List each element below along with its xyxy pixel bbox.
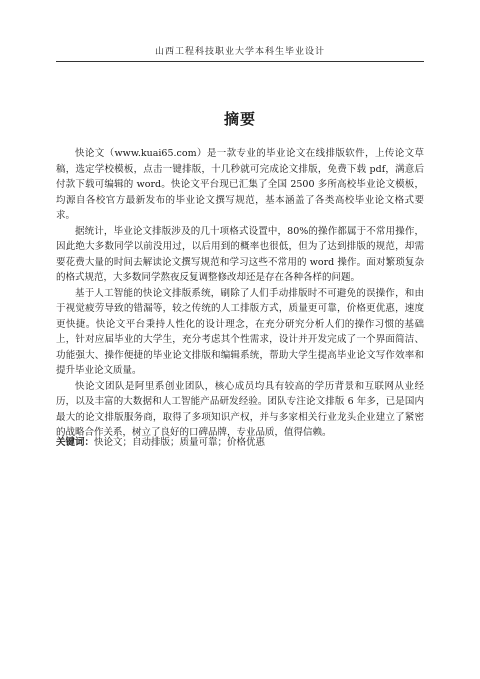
abstract-body xyxy=(56,146,424,441)
abstract-paragraph: 据统计，毕业论文排版涉及的几十项格式设置中，80%的操作都属于不常用操作，因此绝大多数同学以前没用过，以后用到的概率也很低，但为了达到排版的规范，却需要花费大量的时间去解读论文撰写规范和学习这些不常用的 word 操作。面对繁琐复杂的格式规范，大多数同学熬夜反复调整修改却还是存在各种各样的问题。 xyxy=(56,225,424,283)
keywords-text: 快论文；自动排版；质量可靠；价格优惠 xyxy=(94,437,266,448)
abstract-paragraph: 基于人工智能的快论文排版系统，刷除了人们手动排版时不可避免的误操作，和由于视觉疲劳导致的错漏等，较之传统的人工排版方式，质量更可靠，价格更优惠，速度更快捷。快论文平台秉持人性化的设计理念，在充分研究分析人们的操作习惯的基础上，针对应届毕业的大学生，充分考虑其个性需求，设计并开发完成了一个界面简洁、功能强大、操作便捷的毕业论文排版和编辑系统，帮助大学生提高毕业论文写作效率和提升毕业论文质量。 xyxy=(56,287,424,376)
abstract-paragraph: 快论文团队是阿里系创业团队，核心成员均具有较高的学历背景和互联网从业经历，以及丰富的大数据和人工智能产品研发经验。团队专注论文排版 6 年多，已是国内最大的论文排版服务商，取得了多项知识产权，并与多家相关行业龙头企业建立了紧密的战略合作关系，树立了良好的口碑品牌，专业品质，值得信赖。 xyxy=(56,380,424,438)
keywords-label: 关键词： xyxy=(56,437,95,448)
abstract-title: 摘要 xyxy=(223,110,256,128)
abstract-paragraph: 快论文（www.kuai65.com）是一款专业的毕业论文在线排版软件，上传论文草稿，选定学校模板，点击一键排版，十几秒就可完成论文排版，免费下载 pdf，满意后付款下载可编辑的 word。快论文平台现已汇集了全国 2500 多所高校毕业论文模板，均源自各校官方最新发布的毕业论文撰写规范，基本涵盖了各类高校毕业论文格式要求。 xyxy=(56,148,424,221)
running-header: 山西工程科技职业大学本科生毕业设计 xyxy=(154,47,325,57)
header-rule xyxy=(56,61,424,62)
keywords-line xyxy=(56,435,424,450)
